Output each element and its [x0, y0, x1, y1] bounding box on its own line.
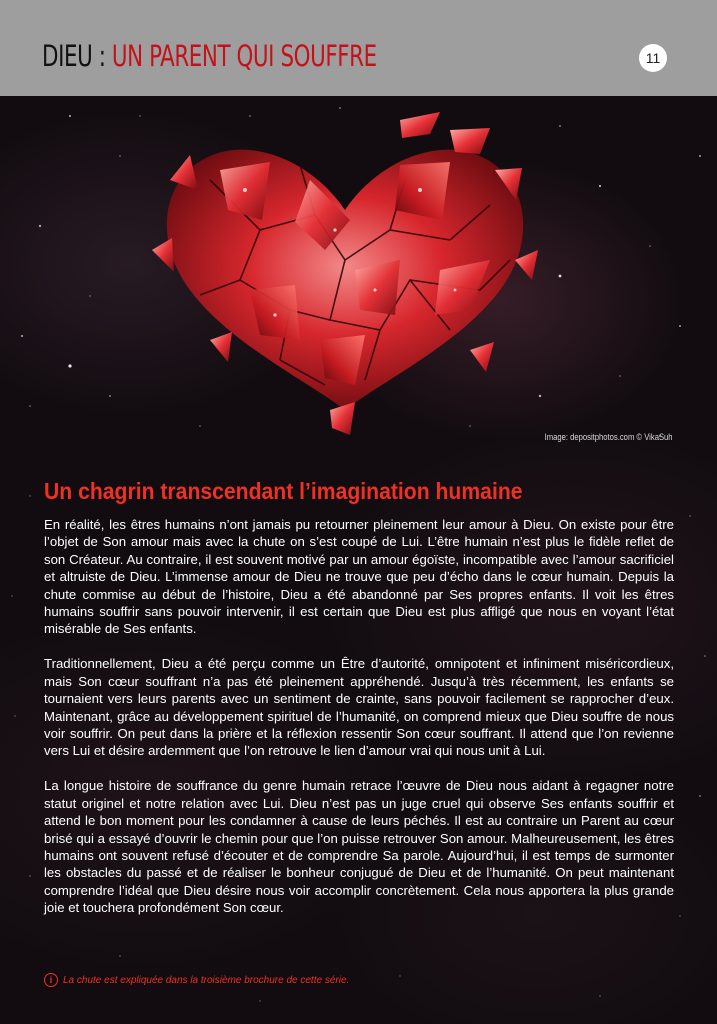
paragraph-2: Traditionnellement, Dieu a été perçu comme un Être d’autorité, omnipotent et infiniment miséricordieux, mais Son cœur souffrant n’a pas été pleinement appréhendé. Jusqu’à très récemment, les enfants se tournaient vers leurs parents avec un sentiment de crainte, sans pouvoir facilement se rapprocher d’eux. Maintenant, grâce au développement spirituel de l’humanité, on comprend mieux que Dieu souffre de nous voir souffrir. On peut dans la prière et la réflexion ressentir Son cœur souffrant. Il attend que l’on revienne vers Lui et désire ardemment que l’on retrouve le lien d’amour vrai qui nous unit à Lui. — [44, 656, 674, 759]
paragraph-1: En réalité, les êtres humains n’ont jamais pu retourner pleinement leur amour à Dieu. On existe pour être l’objet de Son amour mais avec la chute on s’est coupé de Lui. L’être humain n’est plus le fidèle reflet de son Créateur. Au contraire, il est souvent motivé par un amour égoïste, incompatible avec l’amour sacrificiel et altruiste de Dieu. L’immense amour de Dieu ne trouve que peu d’écho dans le cœur humain. Depuis la chute commise au début de l’histoire, Dieu a été abandonné par Ses propres enfants. Il voit les êtres humains souffrir sans pouvoir intervenir, il est certain que Dieu est plus affligé que nous en voyant l’état misérable de Ses enfants. — [44, 517, 674, 637]
article-body — [44, 516, 674, 934]
paragraph-3: La longue histoire de souffrance du genre humain retrace l’œuvre de Dieu nous aidant à regagner notre statut originel et notre relation avec Lui. Dieu n’est pas un juge cruel qui observe Ses enfants souffrir et attend le bon moment pour les condamner à cause de leurs péchés. Il est au contraire un Parent au cœur brisé qui a essayé d’ouvrir le chemin pour que l’on puisse retrouver Son amour. Malheureusement, les êtres humains ont souvent refusé d’écouter et de comprendre Sa parole. Aujourd’hui, il est temps de surmonter les obstacles du passé et de réaliser le bonheur conjugué de Dieu et de l’humanité. On peut maintenant comprendre l’idéal que Dieu désire nous voir accomplir concrètement. Cela nous apportera la plus grande joie et touchera profondément Son cœur. — [44, 778, 674, 916]
info-icon: i — [44, 973, 58, 987]
title-separator: : — [92, 39, 112, 73]
title-sub: UN PARENT QUI SOUFFRE — [111, 39, 377, 73]
footnote — [44, 973, 349, 987]
image-credit: Image: depositphotos.com © VikaSuh — [545, 432, 673, 442]
page-number: 11 — [639, 44, 667, 72]
article-heading: Un chagrin transcendant l’imagination humaine — [44, 478, 523, 504]
title-main: DIEU — [42, 39, 93, 73]
page-header — [0, 0, 717, 96]
footnote-text: La chute est expliquée dans la troisième brochure de cette série. — [63, 974, 350, 986]
page-title — [42, 36, 377, 76]
broken-heart-image — [150, 110, 540, 440]
